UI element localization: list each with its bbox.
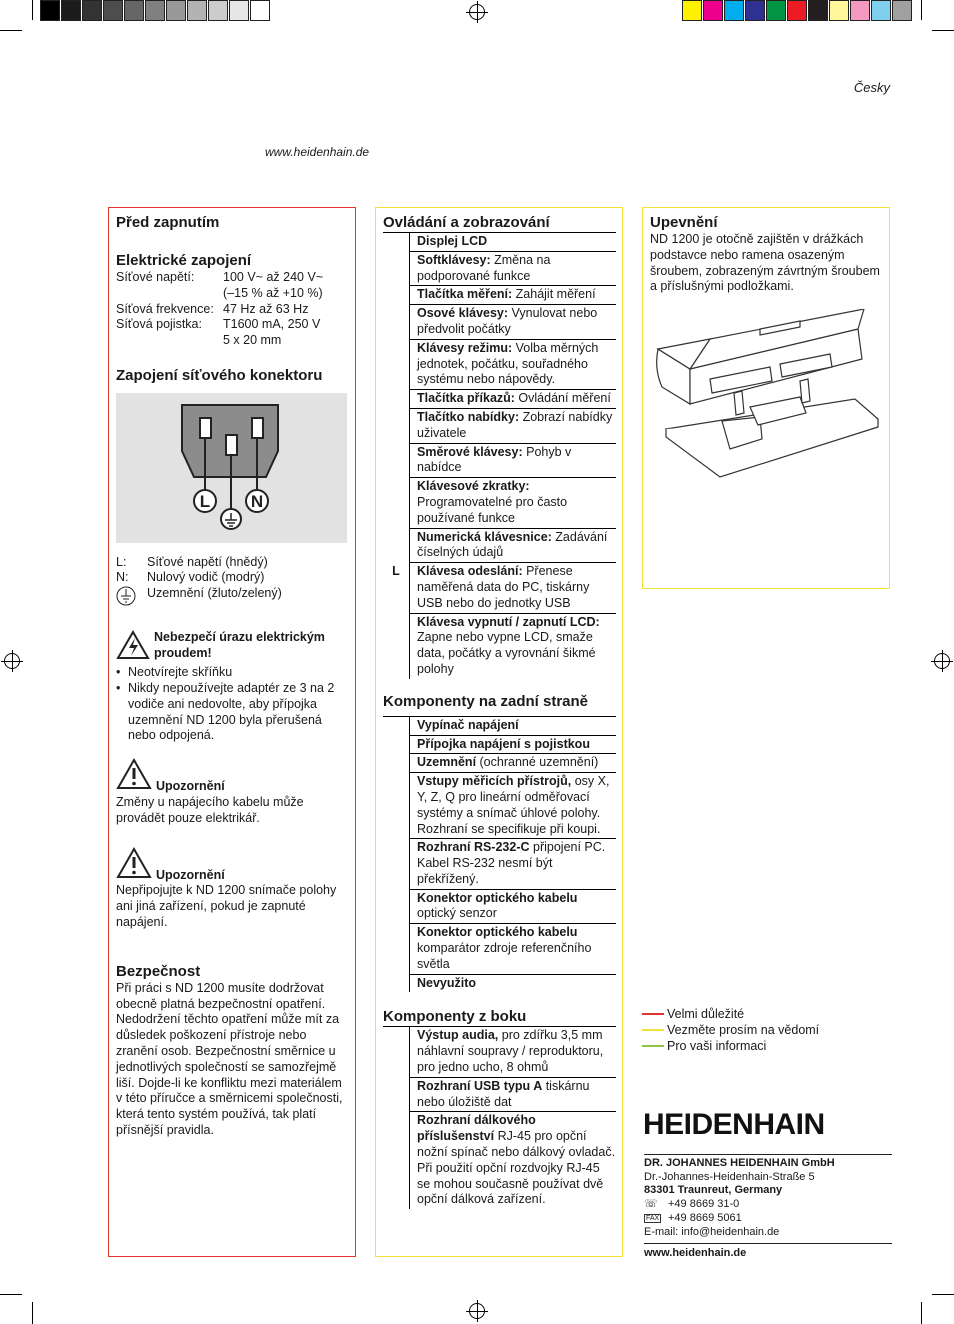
gray-swatch [166, 0, 186, 21]
mounting-illustration [650, 309, 882, 529]
table-row [383, 233, 616, 252]
row-key [383, 1077, 410, 1112]
row-key [383, 478, 410, 528]
table-row [383, 1077, 616, 1112]
row-key [383, 839, 410, 889]
row-value [410, 839, 617, 889]
company-name: DR. JOHANNES HEIDENHAIN GmbH [644, 1154, 892, 1171]
row-term: Tlačítko nabídky: [417, 409, 520, 424]
power-connector-diagram [116, 393, 347, 543]
row-description: komparátor zdroje referenčního světla [417, 941, 592, 971]
row-value [410, 1112, 617, 1209]
fax-label: FAX [646, 1215, 660, 1223]
mount-title: Upevnění [650, 214, 718, 231]
table-row [383, 1112, 616, 1209]
conn-label-n: N [250, 491, 264, 511]
company-email[interactable]: E-mail: info@heidenhain.de [644, 1225, 780, 1238]
legend-key: N: [116, 570, 129, 585]
company-web[interactable]: www.heidenhain.de [644, 1243, 892, 1261]
row-key [383, 1027, 410, 1077]
row-key [383, 773, 410, 839]
row-value [410, 528, 617, 563]
row-description: Zadávání číselných údajů [417, 529, 608, 560]
table-row [383, 924, 616, 974]
row-term: Směrové klávesy: [417, 444, 523, 459]
row-key [383, 286, 410, 305]
connector-legend [116, 555, 348, 611]
table-row [383, 408, 616, 443]
legend-text: Pro vaši informaci [667, 1039, 767, 1053]
company-phone: +49 8669 31-0 [668, 1197, 740, 1210]
row-value [410, 1027, 617, 1077]
table-row [383, 889, 616, 924]
row-term: Klávesy režimu: [417, 340, 513, 355]
color-swatch [724, 0, 744, 21]
spec-label: Síťová frekvence: [116, 301, 214, 316]
color-swatch [766, 0, 786, 21]
row-value [410, 233, 617, 252]
electrical-title: Elektrické zapojení [116, 252, 252, 269]
crop-mark [921, 0, 922, 20]
warning-icon [116, 847, 152, 884]
caution-text: Změny u napájecího kabelu může provádět pouze elektrikář. [116, 795, 304, 825]
table-row [383, 443, 616, 478]
row-term: Displej LCD [417, 234, 488, 248]
column-mounting [642, 207, 890, 589]
row-term: Rozhraní USB typu A [417, 1078, 543, 1093]
gray-swatch [208, 0, 228, 21]
phone-icon: ☏ [644, 1197, 658, 1210]
row-description: pro zdířku 3,5 mm náhlavní soupravy / reproduktoru, pro jedno ucho, 8 ohmů [417, 1028, 604, 1075]
fax-icon [644, 1211, 668, 1226]
row-term: Rozhraní RS-232-C [417, 840, 530, 855]
row-description: optický senzor [417, 906, 497, 921]
gray-swatch [187, 0, 207, 21]
crop-mark [932, 30, 954, 31]
row-value [410, 889, 617, 924]
table-row [383, 754, 616, 773]
company-address [644, 1154, 892, 1260]
color-swatch [829, 0, 849, 21]
row-key [383, 613, 410, 679]
safety-text: Při práci s ND 1200 musíte dodržovat obecně platná bezpečnostní opatření. Nedodržení těchto opatření může mít za důsledek poškození přístroje nebo zranění osob. Bezpečnostní směrnice u jednotlivých společností se samozřejmě liší. Dojde-li ke konfliktu mezi materiálem v této příručce a směrnicemi společnosti, která tento systém používá, tak platí přísnější pravidla. [116, 980, 343, 1138]
color-calibration-bar [682, 0, 913, 22]
row-term: Klávesové zkratky: [417, 479, 530, 494]
gray-swatch [229, 0, 249, 21]
row-key [383, 339, 410, 389]
color-swatch [745, 0, 765, 21]
row-description: tiskárnu nebo úložiště dat [417, 1078, 590, 1109]
legend-key: L: [116, 554, 127, 569]
row-key [383, 408, 410, 443]
row-value [410, 339, 617, 389]
row-term: Numerická klávesnice: [417, 529, 552, 544]
row-term: Softklávesy: [417, 252, 491, 267]
spec-label [116, 333, 223, 349]
row-term: Klávesa vypnutí / zapnutí LCD: [417, 614, 600, 629]
caution-title: Upozornění [156, 779, 225, 794]
column-before-power-on [108, 207, 356, 1257]
spec-label: Síťová pojistka: [116, 317, 202, 332]
crop-mark [0, 1294, 22, 1295]
power-connector-icon [116, 393, 347, 543]
table-row [383, 390, 616, 409]
row-term: Tlačítka příkazů: [417, 391, 515, 406]
section-title: Před zapnutím [116, 214, 220, 231]
safety-title: Bezpečnost [116, 962, 201, 980]
row-key: L [383, 563, 410, 613]
registration-mark-icon [469, 4, 485, 20]
table-row [383, 613, 616, 679]
column-controls [375, 207, 623, 1257]
controls-table [383, 232, 616, 679]
row-term: Osové klávesy: [417, 306, 509, 321]
table-row [383, 735, 616, 754]
row-term: Klávesa odeslání: [417, 564, 523, 579]
row-value [410, 773, 617, 839]
legend-text: Síťové napětí (hnědý) [147, 554, 268, 569]
color-swatch [871, 0, 891, 21]
danger-block: Nebezpečí úrazu elektrickým proudem! • Neotvírejte skříňku • Nikdy nepoužívejte adaptér ze 3 na 2 vodiče ani nedovolte, aby přípojka uzemnění ND 1200 byla přerušená nebo odpojená. [116, 630, 348, 744]
gray-swatch [124, 0, 144, 21]
color-swatch [808, 0, 828, 21]
row-description: Ovládání měření [514, 391, 611, 406]
conn-label-l: L [199, 491, 211, 511]
header-url: www.heidenhain.de [265, 145, 370, 159]
crop-mark [32, 0, 33, 20]
row-key [383, 528, 410, 563]
table-row [383, 1027, 616, 1077]
row-key [383, 754, 410, 773]
row-description: připojení PC. Kabel RS-232 nesmí být překřížený. [417, 840, 606, 886]
gray-swatch [145, 0, 165, 21]
table-row [383, 773, 616, 839]
row-key [383, 443, 410, 478]
side-title: Komponenty z boku [383, 1008, 527, 1026]
color-swatch [892, 0, 912, 21]
caution-block-2 [116, 847, 348, 931]
row-description: Zapne nebo vypne LCD, smaže data, počátky a vyrovnání šikmé polohy [417, 630, 596, 676]
table-row [383, 839, 616, 889]
row-value [410, 613, 617, 679]
row-description: Volba měrných jednotek, počátku, souřadného systému nebo nápovědy. [417, 340, 599, 387]
row-value [410, 735, 617, 754]
controls-title: Ovládání a zobrazování [383, 214, 550, 231]
table-row [383, 716, 616, 735]
table-row [383, 339, 616, 389]
row-key [383, 974, 410, 992]
row-term: Konektor optického kabelu [417, 890, 578, 905]
row-value [410, 251, 617, 286]
legend-text: Vezměte prosím na vědomí [667, 1023, 820, 1037]
row-key [383, 251, 410, 286]
table-row [383, 478, 616, 528]
company-street: Dr.-Johannes-Heidenhain-Straße 5 [644, 1170, 815, 1183]
color-swatch [850, 0, 870, 21]
table-row [383, 286, 616, 305]
row-value [410, 478, 617, 528]
gray-swatch [61, 0, 81, 21]
caution-title: Upozornění [156, 867, 225, 882]
row-key [383, 716, 410, 735]
caution-text: Nepřipojujte k ND 1200 snímače polohy ani jiná zařízení, pokud je zapnuté napájení. [116, 883, 337, 930]
row-value [410, 974, 617, 992]
legend-text: Uzemnění (žluto/zelený) [147, 585, 282, 600]
row-value [410, 563, 617, 613]
company-fax: +49 8669 5061 [668, 1211, 742, 1224]
table-row [383, 974, 616, 992]
table-row [383, 305, 616, 340]
company-city: 83301 Traunreut, Germany [644, 1184, 783, 1197]
spec-value: 47 Hz až 63 Hz [223, 301, 309, 316]
row-description: Vynulovat nebo předvolit počátky [417, 306, 598, 336]
color-swatch [703, 0, 723, 21]
table-row [383, 251, 616, 286]
row-description: Pohyb v nabídce [417, 444, 572, 475]
warning-icon [116, 758, 152, 795]
row-value [410, 754, 617, 773]
spec-value: T1600 mA, 250 V [223, 317, 321, 332]
gray-swatch [40, 0, 60, 21]
legend-text: Velmi důležité [667, 1007, 745, 1021]
ground-icon [116, 586, 147, 611]
row-description: (ochranné uzemnění) [476, 755, 599, 770]
danger-title: Nebezpečí úrazu elektrickým proudem! [154, 630, 325, 661]
row-description: RJ-45 pro opční nožní spínač nebo dálkový ovladač. Při použití opční rozdvojky RJ-45 se mohou současně používat dvě opční dálková zařízení. [417, 1129, 616, 1207]
connector-title: Zapojení síťového konektoru [116, 366, 323, 384]
electric-hazard-icon [116, 630, 150, 665]
row-key [383, 889, 410, 924]
spec-value: 5 x 20 mm [223, 333, 282, 348]
row-key [383, 1112, 410, 1209]
importance-legend [642, 1006, 819, 1054]
legend-swatch [642, 1045, 664, 1047]
crop-mark [0, 30, 22, 31]
row-term: Přípojka napájení s pojistkou [417, 736, 590, 751]
color-swatch [787, 0, 807, 21]
danger-bullet: Neotvírejte skříňku [128, 665, 233, 680]
row-value [410, 924, 617, 974]
spec-value: (–15 % až +10 %) [223, 285, 323, 300]
heidenhain-logo: HEIDENHAIN [643, 1108, 825, 1141]
row-description: Zobrazí nabídky uživatele [417, 409, 613, 440]
row-value [410, 443, 617, 478]
row-value [410, 390, 617, 409]
mount-text: ND 1200 je otočně zajištěn v drážkách podstavce nebo ramena osazeným šroubem, zobrazeným závrtným šroubem a příslušnými podložkami. [650, 232, 880, 294]
crop-mark [932, 1294, 954, 1295]
crop-mark [32, 1302, 33, 1324]
row-key [383, 735, 410, 754]
gray-swatch [250, 0, 270, 21]
row-term: Konektor optického kabelu [417, 925, 578, 940]
side-table [383, 1026, 616, 1209]
row-value [410, 716, 617, 735]
spec-label: Síťové napětí: [116, 270, 195, 284]
row-value [410, 408, 617, 443]
rear-title: Komponenty na zadní straně [383, 692, 589, 710]
color-swatch [682, 0, 702, 21]
row-key [383, 924, 410, 974]
legend-swatch [642, 1013, 664, 1015]
registration-mark-icon [469, 1303, 485, 1319]
crop-mark [921, 1302, 922, 1324]
row-term: Uzemnění [417, 755, 477, 770]
row-description: osy X, Y, Z, Q pro lineární odměřovací systémy a snímač úhlové polohy. Rozhraní se specifikuje při koupi. [417, 774, 610, 836]
row-term: Vstupy měřicích přístrojů, [417, 774, 572, 789]
rear-table [383, 716, 616, 993]
row-term: Rozhraní dálkového příslušenství [417, 1113, 536, 1144]
row-description: Programovatelné pro často používané funkce [417, 494, 568, 525]
row-value [410, 286, 617, 305]
gray-swatch [103, 0, 123, 21]
spec-value: 100 V~ až 240 V~ [223, 270, 324, 284]
legend-swatch [642, 1029, 664, 1031]
row-key [383, 233, 410, 252]
row-term: Nevyužito [417, 975, 477, 990]
row-value [410, 305, 617, 340]
row-term: Vypínač napájení [417, 717, 519, 732]
row-term: Tlačítka měření: [417, 287, 513, 302]
table-row [383, 528, 616, 563]
registration-mark-icon [934, 653, 950, 669]
gray-swatch [82, 0, 102, 21]
electrical-specs [116, 270, 348, 349]
legend-text: Nulový vodič (modrý) [147, 570, 265, 585]
row-key [383, 390, 410, 409]
row-description: Změna na podporované funkce [417, 252, 551, 283]
row-term: Výstup audia, [417, 1028, 499, 1043]
danger-bullet: Nikdy nepoužívejte adaptér ze 3 na 2 vodiče ani nedovolte, aby přípojka uzemnění ND 1200 byla přerušená nebo odpojená. [128, 681, 335, 743]
table-row [383, 563, 616, 613]
row-description: Přenese naměřená data do PC, tiskárny USB nebo do jednotky USB [417, 564, 590, 610]
caution-block-1 [116, 758, 348, 826]
row-value [410, 1077, 617, 1112]
row-description: Zahájit měření [512, 287, 596, 302]
spec-label [116, 286, 223, 302]
grayscale-calibration-bar [40, 0, 271, 22]
registration-mark-icon [4, 653, 20, 669]
row-key [383, 305, 410, 340]
language-label: Česky [853, 80, 890, 95]
